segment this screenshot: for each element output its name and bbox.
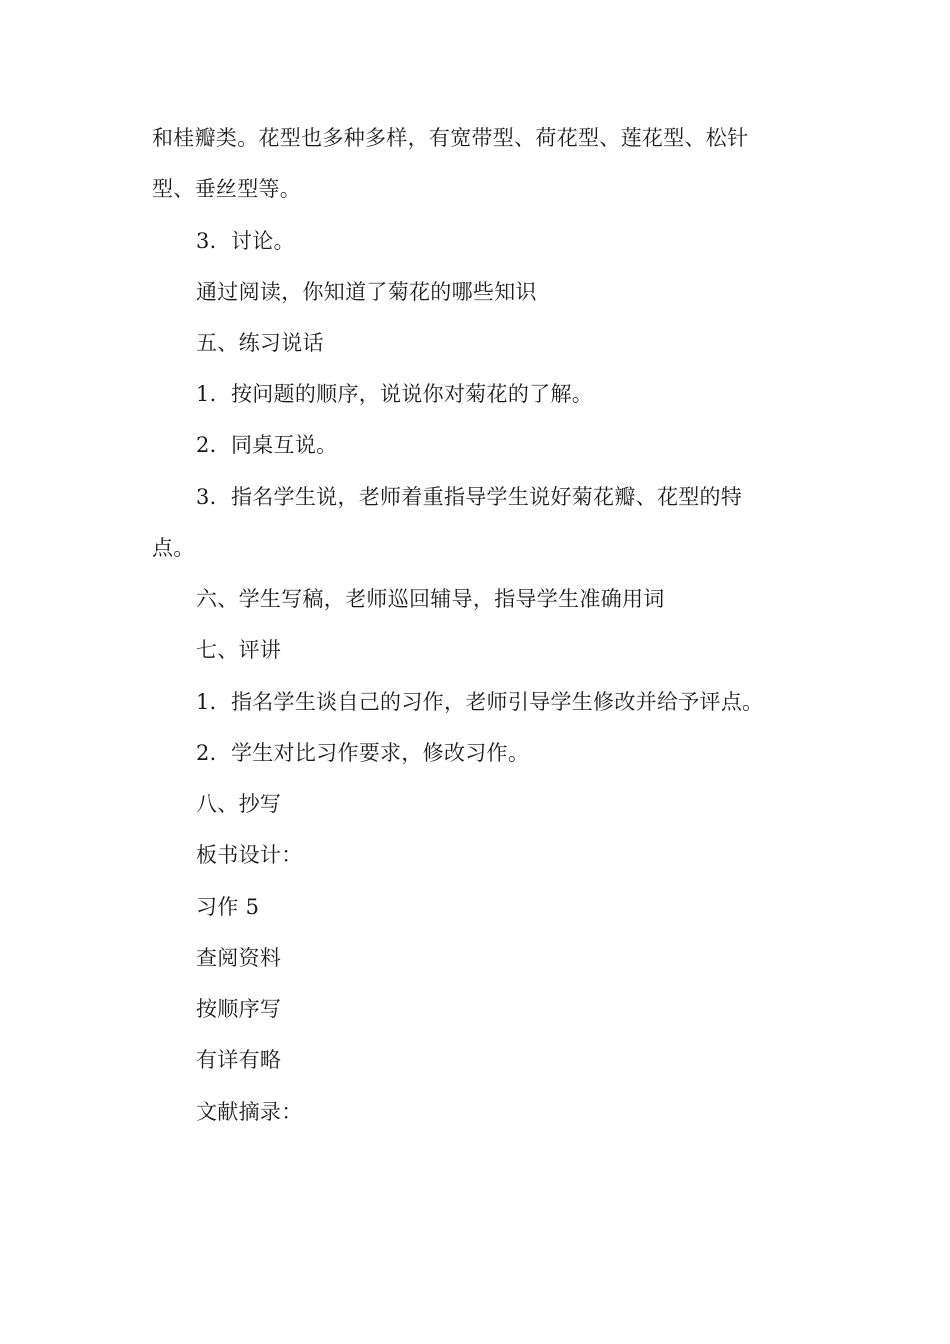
paragraph-line: 通过阅读，你知道了菊花的哪些知识	[196, 280, 537, 304]
paragraph-line: 和桂瓣类。花型也多种多样，有宽带型、荷花型、莲花型、松针	[152, 126, 749, 150]
section-heading: 五、练习说话	[196, 331, 324, 355]
paragraph-line: 查阅资料	[196, 946, 282, 970]
paragraph-line: 文献摘录：	[196, 1100, 303, 1124]
paragraph-line: 习作 5	[196, 895, 260, 919]
section-heading: 八、抄写	[196, 792, 282, 816]
section-heading: 六、学生写稿，老师巡回辅导，指导学生准确用词	[196, 587, 665, 611]
paragraph-line: 板书设计：	[196, 843, 303, 867]
paragraph-line: 1．指名学生谈自己的习作，老师引导学生修改并给予评点。	[196, 690, 764, 714]
section-heading: 七、评讲	[196, 638, 282, 662]
paragraph-line: 2．同桌互说。	[196, 433, 338, 457]
paragraph-line: 型、垂丝型等。	[152, 177, 302, 201]
paragraph-line: 点。	[152, 536, 195, 560]
paragraph-line: 有详有略	[196, 1048, 282, 1072]
paragraph-line: 1．按问题的顺序，说说你对菊花的了解。	[196, 382, 594, 406]
paragraph-line: 3．讨论。	[196, 229, 295, 253]
paragraph-line: 2．学生对比习作要求，修改习作。	[196, 741, 530, 765]
paragraph-line: 3．指名学生说，老师着重指导学生说好菊花瓣、花型的特	[196, 485, 743, 509]
paragraph-line: 按顺序写	[196, 997, 282, 1021]
